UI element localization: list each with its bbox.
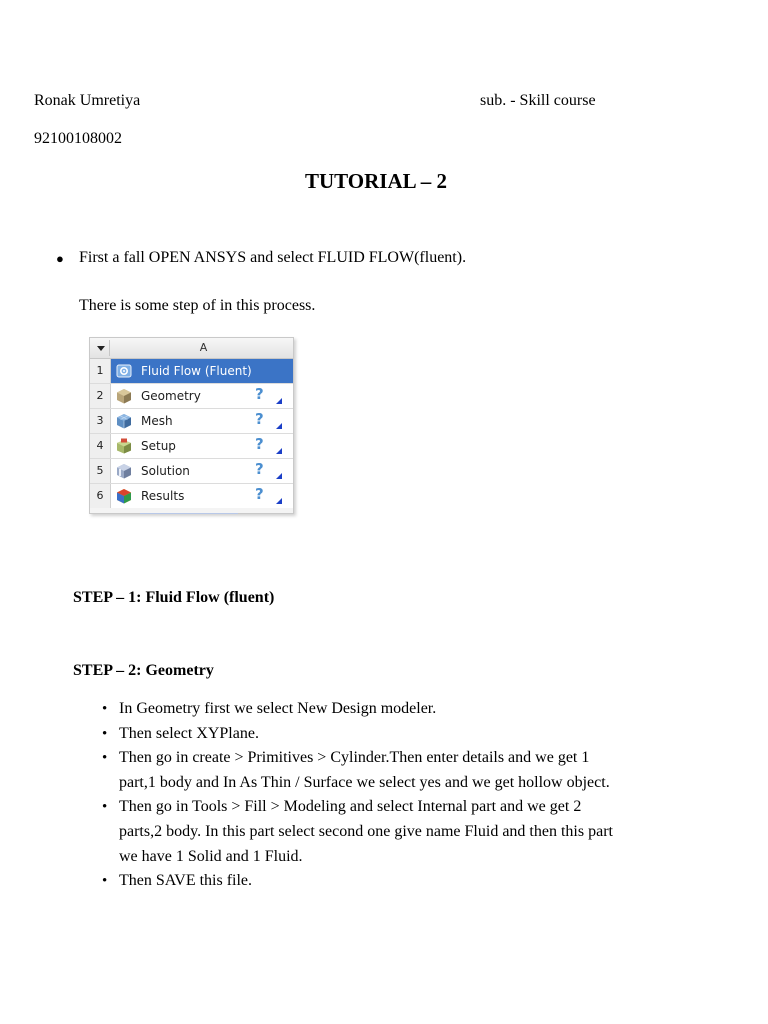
corner-triangle-icon[interactable] — [276, 398, 282, 404]
system-row-results[interactable] — [90, 484, 293, 508]
enrollment-number: 92100108002 — [34, 130, 122, 147]
system-name-underline — [140, 513, 238, 514]
author-name: Ronak Umretiya — [34, 92, 141, 109]
fluent-icon — [116, 363, 132, 379]
list-item: • In Geometry first we select New Design modeler. — [119, 697, 624, 722]
status-unknown-icon: ? — [255, 410, 264, 428]
row-number: 6 — [90, 484, 111, 508]
system-row-solution[interactable] — [90, 459, 293, 484]
system-row-mesh[interactable] — [90, 409, 293, 434]
row-number: 5 — [90, 459, 111, 483]
corner-triangle-icon[interactable] — [276, 473, 282, 479]
row-number: 2 — [90, 384, 111, 408]
subject-label: sub. - Skill course — [480, 92, 596, 109]
column-label: A — [199, 341, 208, 354]
status-unknown-icon: ? — [255, 435, 264, 453]
row-label: Results — [141, 489, 185, 503]
list-item: • Then select XYPlane. — [119, 722, 624, 747]
list-item: • Then go in Tools > Fill > Modeling and select Internal part and we get 2 parts,2 body. In this part select second one give name Fluid and then this part we have 1 Solid and 1 Fluid. — [119, 795, 624, 869]
system-header — [90, 338, 293, 359]
row-number: 4 — [90, 434, 111, 458]
list-item: • Then SAVE this file. — [119, 869, 624, 894]
system-row-setup[interactable] — [90, 434, 293, 459]
status-unknown-icon: ? — [255, 460, 264, 478]
corner-triangle-icon[interactable] — [276, 498, 282, 504]
intro-note: There is some step of in this process. — [79, 297, 316, 314]
list-item: • Then go in create > Primitives > Cylinder.Then enter details and we get 1 part,1 body and In As Thin / Surface we select yes and we get hollow object. — [119, 746, 624, 795]
step-2-heading: STEP – 2: Geometry — [73, 662, 214, 679]
row-label: Geometry — [141, 389, 201, 403]
results-icon — [116, 488, 132, 504]
geometry-icon — [116, 388, 132, 404]
system-row-geometry[interactable] — [90, 384, 293, 409]
bullet-icon: ● — [56, 251, 64, 266]
system-menu-arrow-icon[interactable] — [93, 340, 110, 356]
corner-triangle-icon[interactable] — [276, 448, 282, 454]
row-number: 3 — [90, 409, 111, 433]
system-row-fluid-flow[interactable] — [90, 359, 293, 384]
solution-icon — [116, 463, 132, 479]
page-title: TUTORIAL – 2 — [305, 169, 447, 193]
row-label: Solution — [141, 464, 190, 478]
row-label: Fluid Flow (Fluent) — [141, 364, 252, 378]
row-label: Setup — [141, 439, 176, 453]
step-2-list — [119, 697, 624, 894]
row-label: Mesh — [141, 414, 173, 428]
corner-triangle-icon[interactable] — [276, 423, 282, 429]
step-1-heading: STEP – 1: Fluid Flow (fluent) — [73, 589, 275, 606]
fluid-flow-system-block — [89, 337, 294, 514]
setup-icon — [116, 438, 132, 454]
status-unknown-icon: ? — [255, 385, 264, 403]
mesh-icon — [116, 413, 132, 429]
row-number: 1 — [90, 359, 111, 383]
intro-bullet: First a fall OPEN ANSYS and select FLUID FLOW(fluent). — [79, 249, 467, 266]
status-unknown-icon: ? — [255, 485, 264, 503]
